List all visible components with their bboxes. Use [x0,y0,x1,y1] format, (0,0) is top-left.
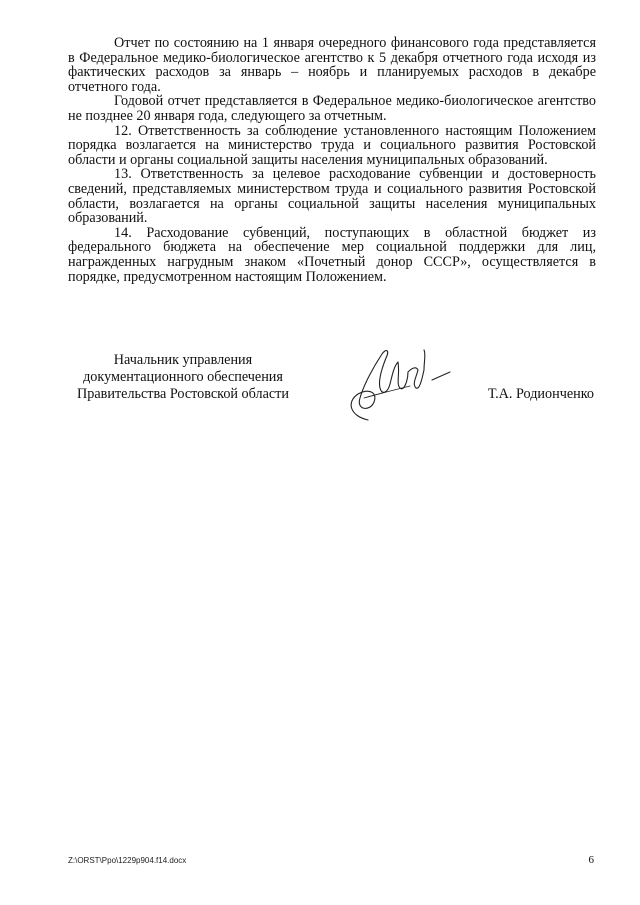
page-number: 6 [588,854,594,866]
paragraph-item-13: 13. Ответственность за целевое расходование субвенции и достоверность сведений, представляемых министерством труда и социального развития Ростовской области, возлагается на органы социальной защиты населения муниципальных образований. [68,166,596,227]
handwritten-signature [338,344,456,426]
footer-file-path: Z:\ORST\Ppo\1229p904.f14.docx [68,856,187,865]
paragraph-annual-report: Годовой отчет представляется в Федеральное медико-биологическое агентство не позднее 20 января года, следующего за отчетным. [68,93,596,124]
body-text [68,36,596,284]
signatory-title-line-2: документационного обеспечения [83,369,283,385]
signer-name: Т.А. Родионченко [487,386,594,402]
signatory-title [68,352,298,403]
paragraph-report-deadline: Отчет по состоянию на 1 января очередного финансового года представляется в Федеральное медико-биологическое агентство к 5 декабря отчетного года исходя из фактических расходов за январь – ноябрь и планируемых расходов в декабре отчетного года. [68,35,596,95]
signatory-title-line-1: Начальник управления [113,352,253,368]
signatory-title-line-3: Правительства Ростовской области [77,386,289,402]
paragraph-item-14: 14. Расходование субвенций, поступающих в областной бюджет из федерального бюджета на обеспечение мер социальной поддержки для лиц, награжденных нагрудным знаком «Почетный донор СССР», осуществляется в порядке, предусмотренном настоящим Положением. [68,224,596,285]
paragraph-item-12: 12. Ответственность за соблюдение установленного настоящим Положением порядка возлагается на министерство труда и социального развития Ростовской области и органы социальной защиты населения муниципальных образований. [68,122,596,168]
